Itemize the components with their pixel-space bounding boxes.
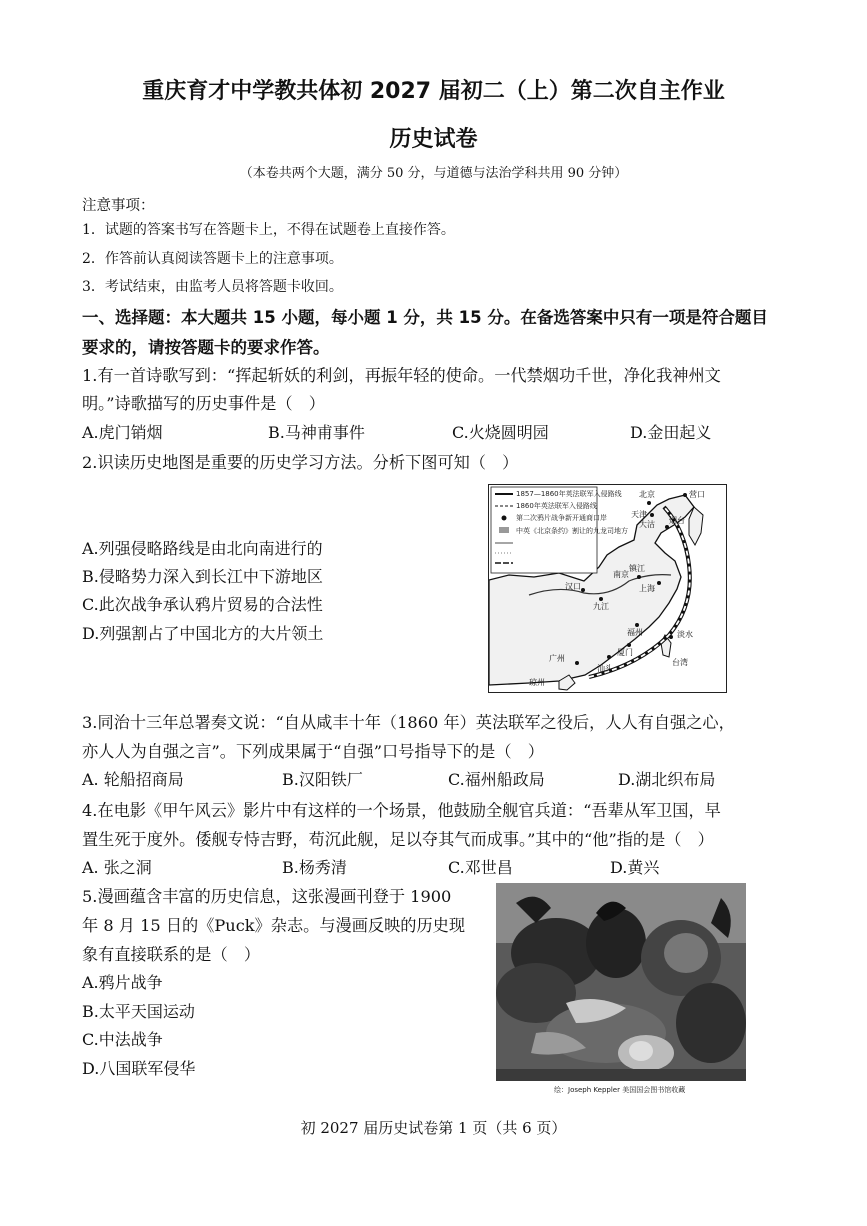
svg-text:淡水: 淡水	[677, 630, 693, 639]
svg-text:南京: 南京	[613, 570, 629, 579]
svg-text:营口: 营口	[689, 490, 705, 499]
section-heading-line2: 要求的，请按答题卡的要求作答。	[82, 338, 330, 357]
svg-text:天津: 天津	[631, 510, 647, 519]
svg-text:烟台: 烟台	[669, 516, 685, 525]
q3-option-b: B.汉阳铁厂	[282, 770, 363, 789]
q4-option-d: D.黄兴	[610, 858, 660, 877]
notice-heading: 注意事项：	[82, 198, 155, 214]
q4-option-b: B.杨秀清	[282, 858, 347, 877]
svg-text:镇江: 镇江	[629, 564, 645, 573]
q3-option-a: A. 轮船招商局	[82, 770, 184, 789]
q5-stem-line2: 年 8 月 15 日的《Puck》杂志。与漫画反映的历史现	[82, 916, 466, 935]
q4-stem-line1: 4.在电影《甲午风云》影片中有这样的一个场景，他鼓励全舰官兵道：“吾辈从军卫国，早	[82, 801, 721, 820]
svg-text:九江: 九江	[593, 602, 609, 611]
section-heading-line1: 一、选择题：本大题共 15 小题，每小题 1 分，共 15 分。在备选答案中只有一项是符合题目	[82, 308, 768, 327]
q3-stem-line2: 亦人人为自强之言”。下列成果属于“自强”口号指导下的是（ ）	[82, 742, 544, 761]
q1-option-d: D.金田起义	[630, 423, 712, 442]
q2-option-a: A.列强侵略路线是由北向南进行的	[82, 539, 323, 558]
exam-subject: 历史试卷	[389, 127, 478, 152]
history-map	[488, 484, 727, 693]
q4-option-c: C.邓世昌	[448, 858, 513, 877]
q2-option-b: B.侵略势力深入到长江中下游地区	[82, 567, 323, 586]
svg-text:上海: 上海	[639, 584, 655, 593]
q2-option-c: C.此次战争承认鸦片贸易的合法性	[82, 595, 323, 614]
q1-stem-line1: 1.有一首诗歌写到：“挥起斩妖的利剑，再振年轻的使命。一代禁烟功千世，净化我神州文	[82, 366, 721, 385]
puck-cartoon	[496, 883, 746, 1098]
svg-text:广州: 广州	[549, 654, 565, 663]
q1-stem-line2: 明。”诗歌描写的历史事件是（ ）	[82, 394, 325, 413]
q1-option-a: A.虎门销烟	[82, 423, 163, 442]
q5-stem-line1: 5.漫画蕴含丰富的历史信息，这张漫画刊登于 1900	[82, 887, 452, 906]
q3-option-c: C.福州船政局	[448, 770, 545, 789]
svg-text:台湾: 台湾	[672, 658, 688, 667]
q5-option-a: A.鸦片战争	[82, 973, 163, 992]
page-footer: 初 2027 届历史试卷第 1 页（共 6 页）	[300, 1119, 567, 1137]
map-svg	[489, 485, 726, 692]
q4-option-a: A. 张之洞	[82, 858, 152, 877]
svg-text:1860年英法联军入侵路线: 1860年英法联军入侵路线	[516, 502, 597, 510]
svg-text:第二次鸦片战争新开通商口岸: 第二次鸦片战争新开通商口岸	[516, 514, 607, 522]
q5-option-d: D.八国联军侵华	[82, 1059, 196, 1078]
svg-text:琼州: 琼州	[529, 678, 545, 687]
q4-stem-line2: 置生死于度外。倭舰专恃吉野，苟沉此舰，足以夺其气而成事。”其中的“他”指的是（ ）	[82, 830, 714, 849]
q2-stem: 2.识读历史地图是重要的历史学习方法。分析下图可知（ ）	[82, 453, 519, 472]
svg-text:厦门: 厦门	[617, 648, 633, 657]
q3-option-d: D.湖北织布局	[618, 770, 716, 789]
exam-title: 重庆育才中学教共体初 2027 届初二（上）第二次自主作业	[142, 79, 725, 104]
q2-option-d: D.列强割占了中国北方的大片领土	[82, 624, 324, 643]
notice-item-2: 2．作答前认真阅读答题卡上的注意事项。	[82, 251, 343, 267]
q5-option-b: B.太平天国运动	[82, 1002, 195, 1021]
svg-text:汉口: 汉口	[565, 582, 581, 591]
svg-text:福州: 福州	[627, 628, 643, 637]
svg-text:中英《北京条约》割让的九龙司地方: 中英《北京条约》割让的九龙司地方	[516, 527, 628, 535]
svg-text:北京: 北京	[639, 490, 655, 499]
exam-note: （本卷共两个大题，满分 50 分，与道德与法治学科共用 90 分钟）	[239, 166, 628, 181]
q5-stem-line3: 象有直接联系的是（ ）	[82, 945, 261, 964]
q1-option-c: C.火烧圆明园	[452, 423, 549, 442]
q5-option-c: C.中法战争	[82, 1030, 163, 1049]
q3-stem-line1: 3.同治十三年总署奏文说：“自从咸丰十年（1860 年）英法联军之役后，人人有自强之心，	[82, 713, 735, 732]
svg-text:汕头: 汕头	[597, 664, 613, 673]
notice-item-1: 1．试题的答案书写在答题卡上，不得在试题卷上直接作答。	[82, 222, 455, 238]
q1-option-b: B.马神甫事件	[268, 423, 365, 442]
svg-text:1857—1860年英法联军入侵路线: 1857—1860年英法联军入侵路线	[516, 490, 622, 498]
cartoon-svg	[496, 883, 746, 1098]
svg-text:大沽: 大沽	[639, 520, 655, 529]
cartoon-caption: 绘：Joseph Keppler 美国国会图书馆收藏	[554, 1086, 686, 1094]
notice-item-3: 3．考试结束，由监考人员将答题卡收回。	[82, 279, 343, 295]
